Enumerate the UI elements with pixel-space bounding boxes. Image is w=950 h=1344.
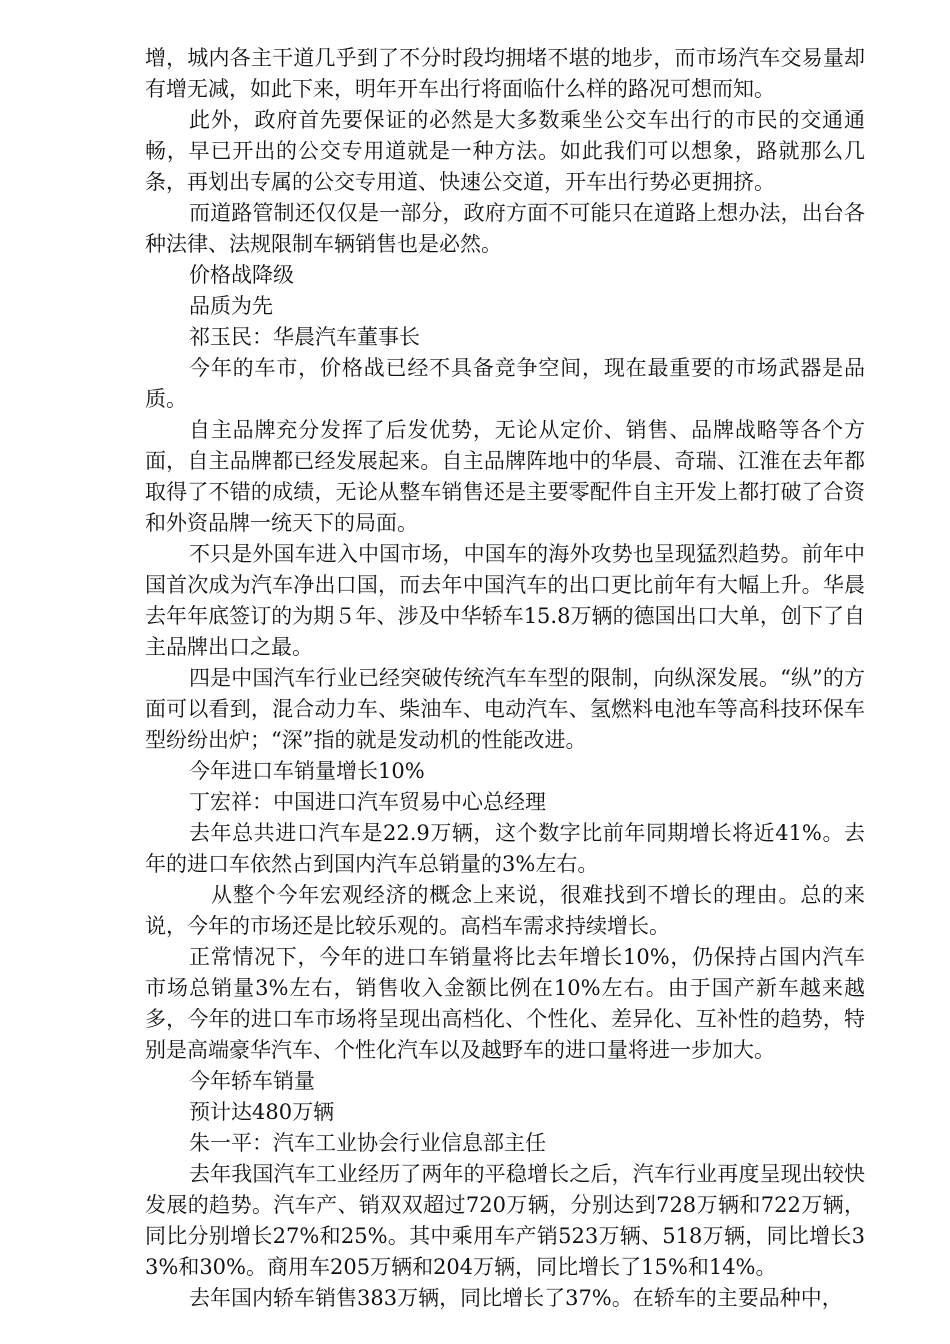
paragraph: 正常情况下，今年的进口车销量将比去年增长10%，仍保持占国内汽车市场总销量3%左右，销售收入金额比例在10%左右。由于国产新车越来越多，今年的进口车市场将呈现出高档化、个性化、差异化、互补性的趋势，特别是高端豪华汽车、个性化汽车以及越野车的进口量将进一步加大。 — [145, 945, 865, 1062]
section-heading: 品质为先 — [189, 294, 273, 318]
section-heading: 今年轿车销量 — [189, 1069, 315, 1093]
paragraph: 去年总共进口汽车是22.9万辆，这个数字比前年同期增长将近41%。去年的进口车依然占到国内汽车总销量的3%左右。 — [145, 821, 865, 876]
author-line: 祁玉民：华晨汽车董事长 — [189, 325, 420, 349]
section-heading: 价格战降级 — [189, 263, 294, 287]
section-heading: 预计达480万辆 — [189, 1100, 335, 1124]
section-heading: 今年进口车销量增长10% — [189, 759, 425, 783]
paragraph: 自主品牌充分发挥了后发优势，无论从定价、销售、品牌战略等各个方面，自主品牌都已经发展起来。自主品牌阵地中的华晨、奇瑞、江淮在去年都取得了不错的成绩，无论从整车销售还是主要零配件自主开发上都打破了合资和外资品牌一统天下的局面。 — [145, 418, 865, 535]
author-line: 丁宏祥：中国进口汽车贸易中心总经理 — [189, 790, 546, 814]
document-page — [145, 43, 865, 1314]
paragraph: 去年国内轿车销售383万辆，同比增长了37%。在轿车的主要品种中， — [189, 1286, 843, 1310]
paragraph: 而道路管制还仅仅是一部分，政府方面不可能只在道路上想办法，出台各种法律、法规限制车辆销售也是必然。 — [145, 201, 865, 256]
paragraph: 今年的车市，价格战已经不具备竞争空间，现在最重要的市场武器是品质。 — [145, 356, 865, 411]
paragraph: 从整个今年宏观经济的概念上来说，很难找到不增长的理由。总的来说，今年的市场还是比较乐观的。高档车需求持续增长。 — [145, 883, 865, 938]
author-line: 朱一平：汽车工业协会行业信息部主任 — [189, 1131, 546, 1155]
paragraph: 此外，政府首先要保证的必然是大多数乘坐公交车出行的市民的交通通畅，早已开出的公交专用道就是一种方法。如此我们可以想象，路就那么几条，再划出专属的公交专用道、快速公交道，开车出行势必更拥挤。 — [145, 108, 865, 194]
paragraph: 四是中国汽车行业已经突破传统汽车车型的限制，向纵深发展。“纵”的方面可以看到，混合动力车、柴油车、电动汽车、氢燃料电池车等高科技环保车型纷纷出炉；“深”指的就是发动机的性能改进。 — [145, 666, 865, 752]
paragraph-continued: 增，城内各主干道几乎到了不分时段均拥堵不堪的地步，而市场汽车交易量却有增无减，如此下来，明年开车出行将面临什么样的路况可想而知。 — [145, 46, 865, 101]
paragraph: 去年我国汽车工业经历了两年的平稳增长之后，汽车行业再度呈现出较快发展的趋势。汽车产、销双双超过720万辆，分别达到728万辆和722万辆，同比分别增长27%和25%。其中乘用车产销523万辆、518万辆，同比增长33%和30%。商用车205万辆和204万辆，同比增长了15%和14%。 — [145, 1162, 865, 1279]
paragraph: 不只是外国车进入中国市场，中国车的海外攻势也呈现猛烈趋势。前年中国首次成为汽车净出口国，而去年中国汽车的出口更比前年有大幅上升。华晨去年年底签订的为期５年、涉及中华轿车15.8万辆的德国出口大单，创下了自主品牌出口之最。 — [145, 542, 865, 659]
